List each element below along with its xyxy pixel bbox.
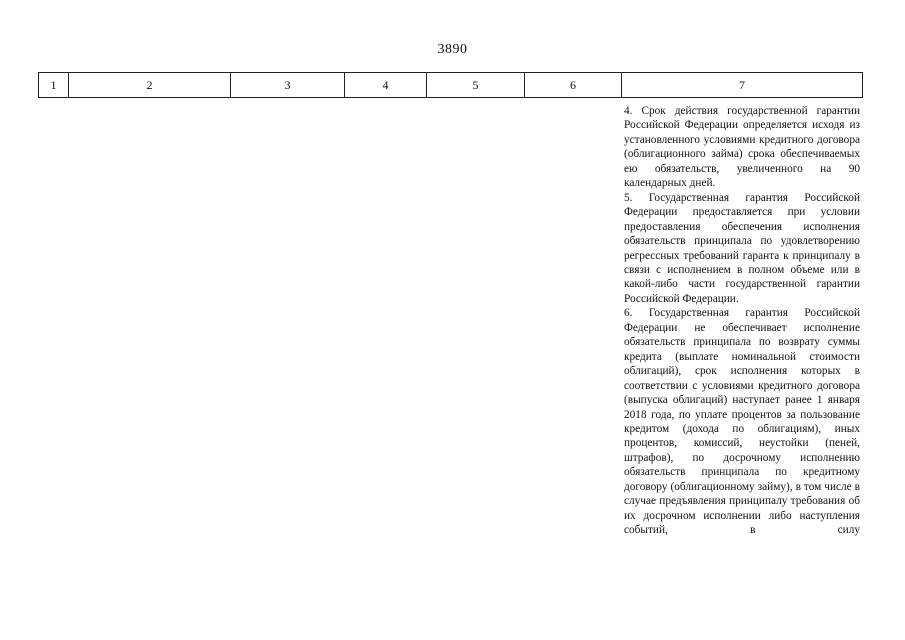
column-number-cell: 6 <box>525 73 622 98</box>
column-number-cell: 3 <box>231 73 345 98</box>
header-row <box>39 73 863 98</box>
column-number-cell: 5 <box>427 73 525 98</box>
column-numbers-header <box>38 72 863 98</box>
column-number-cell: 1 <box>39 73 69 98</box>
page-number: 3890 <box>437 42 468 57</box>
paragraph-4: 4. Срок действия государственной гарантии Российской Федерации определяется исходя из установленного условиями кредитного договора (облигационного займа) срока обеспечиваемых ею обязательств, увеличенного на 90 календарных дней. <box>624 105 860 190</box>
column-7-text <box>624 104 860 538</box>
paragraph-5: 5. Государственная гарантия Российской Федерации предоставляется при условии предоставления обеспечения исполнения обязательств принципала по удовлетворению регрессных требований гаранта к принципалу в связи с исполнением в полном объеме или в какой-либо части государственной гарантии Российской Федерации. <box>624 191 860 305</box>
column-number-cell: 4 <box>345 73 427 98</box>
column-number-cell: 7 <box>622 73 863 98</box>
paragraph-6: 6. Государственная гарантия Российской Федерации не обеспечивает исполнение обязательств принципала по возврату суммы кредита (выплате номинальной стоимости облигаций), срок исполнения которых в соответствии с условиями кредитного договора (выпуска облигаций) наступает ранее 1 января 2018 года, по уплате процентов за пользование кредитом (дохода по облигациям), иных процентов, комиссий, неустойки (пеней, штрафов), по досрочному исполнению обязательств принципала по кредитному договору (облигационному займу), в том числе в случае предъявления принципалу требования об их досрочном исполнении либо наступления событий, в силу <box>624 307 860 537</box>
column-number-cell: 2 <box>69 73 231 98</box>
